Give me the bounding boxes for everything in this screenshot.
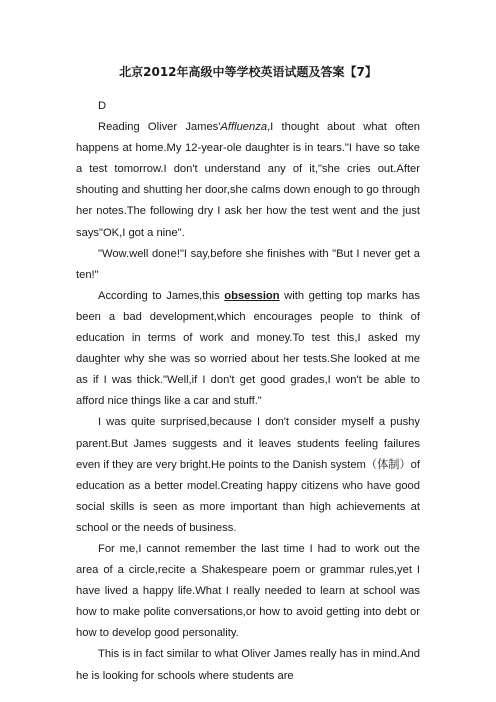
underlined-word: obsession bbox=[224, 289, 280, 302]
book-title: Affluenza bbox=[220, 121, 268, 134]
paragraph-2: "Wow.well done!"I say,before she finishes with "But I never get a ten!" bbox=[76, 247, 420, 281]
paragraph-1-rest: ,I thought about what often happens at home.My 12-year-ole daughter is in tears."I have so take a test tomorrow.I don't understand any of it,"she cries out.After shouting and shutting her door,she calms down enough to go through her notes.The following dry I ask her how the test went and the just says"OK,I got a nine". bbox=[76, 121, 420, 239]
page-title: 北京2012年高级中等学校英语试题及答案【7】 bbox=[119, 65, 377, 79]
paragraph-3-lead: According to James,this bbox=[98, 289, 225, 302]
paragraph-3 bbox=[76, 286, 420, 413]
section-label: D bbox=[98, 100, 107, 112]
paragraph-4: I was quite surprised,because I don't consider myself a pushy parent.But James suggests and it leaves students feeling failures even if they are very bright.He points to the Danish system（体制）of education as a better model.Creating happy citizens who have good social skills is seen as more important than high achievements at school or the needs of business. bbox=[76, 416, 420, 534]
article-body bbox=[76, 96, 420, 687]
paragraph-1-lead: Reading Oliver James' bbox=[98, 121, 221, 134]
paragraph-6: This is in fact similar to what Oliver James really has in mind.And he is looking for schools where students are bbox=[76, 648, 420, 682]
paragraph-1 bbox=[76, 117, 420, 244]
paragraph-3-rest: with getting top marks has been a bad development,which encourages people to think of education in terms of work and money.To test this,I asked my daughter why she was so worried about her tests.She looked at me as if I was thick."Well,if I don't get good grades,I won't be able to afford nice things like a car and stuff." bbox=[76, 289, 420, 408]
paragraph-5: For me,I cannot remember the last time I had to work out the area of a circle,recite a Shakespeare poem or grammar rules,yet I have lived a happy life.What I really needed to learn at school was how to make polite conversations,or how to avoid getting into debt or how to develop good personality. bbox=[76, 542, 420, 640]
